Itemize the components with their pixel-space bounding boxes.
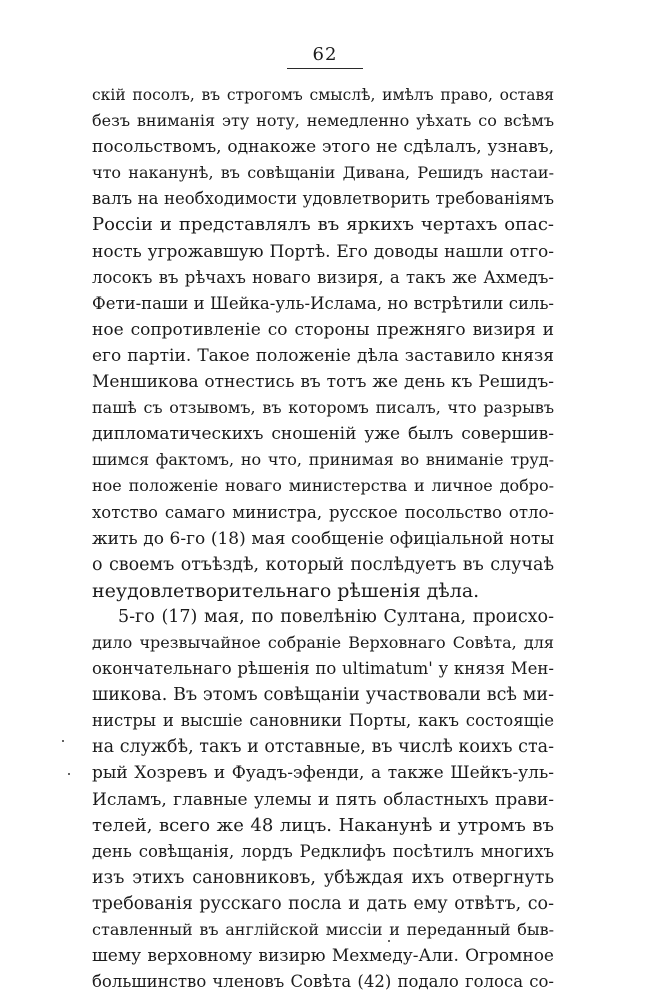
scan-speck (62, 740, 64, 742)
text-line: дипломатическихъ сношеній уже былъ совершив- (92, 424, 554, 445)
text-line: телей, всего же 48 лицъ. Наканунѣ и утромъ въ (92, 814, 554, 836)
scan-speck (68, 773, 70, 775)
text-line-paragraph-start: 5-го (17) мая, по повелѣнію Султана, происхо- (118, 606, 554, 627)
text-line: ность угрожавшую Портѣ. Его доводы нашли отго- (92, 241, 554, 262)
text-line: окончательнаго рѣшенія по ultimatum' у князя Мен- (92, 659, 554, 679)
text-line: хотство самаго министра, русское посольство отло- (92, 502, 554, 522)
body-text (92, 82, 554, 995)
text-line: пашѣ съ отзывомъ, въ которомъ писалъ, что разрывъ (92, 398, 554, 418)
text-line: день совѣщанія, лордъ Редклифъ посѣтилъ многихъ (92, 841, 554, 861)
text-line: Меншикова отнестись въ тотъ же день къ Решидъ- (92, 372, 554, 393)
text-line: ное сопротивленіе со стороны прежняго визиря и (92, 319, 554, 340)
text-line: жить до 6-го (18) мая сообщеніе офиціальной ноты (92, 528, 554, 549)
text-line: нистры и высшіе сановники Порты, какъ состоящіе (92, 711, 554, 731)
text-line: рый Хозревъ и Фуадъ-эфенди, а также Шейкъ-уль- (92, 763, 554, 784)
page-number: 62 (312, 44, 338, 65)
text-line: шему верховному визирю Мехмеду-Али. Огромное (92, 946, 554, 967)
text-line: посольствомъ, однакоже этого не сдѣлалъ, узнавъ, (92, 137, 554, 158)
text-line: скій посолъ, въ строгомъ смыслѣ, имѣлъ право, оставя (92, 86, 554, 104)
text-line: большинство членовъ Совѣта (42) подало голоса со- (92, 972, 554, 992)
text-line: шикова. Въ этомъ совѣщаніи участвовали всѣ ми- (92, 685, 554, 706)
text-line: Россіи и представлялъ въ яркихъ чертахъ опас- (92, 214, 554, 236)
text-line: Исламъ, главные улемы и пять областныхъ прави- (92, 789, 554, 810)
text-line: лосокъ въ рѣчахъ новаго визиря, а такъ же Ахмедъ- (92, 267, 554, 287)
text-line: ное положеніе новаго министерства и личное добро- (92, 476, 554, 496)
text-line: шимся фактомъ, но что, принимая во вниманіе труд- (92, 450, 554, 470)
text-line: о своемъ отъѣздѣ, который послѣдуетъ въ случаѣ (92, 554, 554, 575)
text-line: дило чрезвычайное собраніе Верховнаго Совѣта, для (92, 632, 554, 652)
text-line: Фети-паши и Шейка-уль-Ислама, но встрѣтили силь- (92, 293, 554, 313)
text-line: его партіи. Такое положеніе дѣла заставило князя (92, 345, 554, 366)
text-line: ставленный въ англійской миссіи и переданный быв- (92, 920, 554, 939)
text-line: неудовлетворительнаго рѣшенія дѣла. (92, 579, 480, 602)
text-line: безъ вниманія эту ноту, немедленно уѣхать со всѣмъ (92, 111, 554, 131)
text-line: требованія русскаго посла и дать ему отвѣтъ, со- (92, 893, 554, 914)
scan-speck (388, 940, 390, 942)
text-line: что наканунѣ, въ совѣщаніи Дивана, Решидъ настаи- (92, 163, 554, 183)
text-line: изъ этихъ сановниковъ, убѣждая ихъ отвергнуть (92, 867, 554, 888)
page-number-rule (287, 68, 363, 69)
text-line: на службѣ, такъ и отставные, въ числѣ коихъ ста- (92, 737, 554, 758)
text-line: валъ на необходимости удовлетворить требованіямъ (92, 189, 554, 209)
